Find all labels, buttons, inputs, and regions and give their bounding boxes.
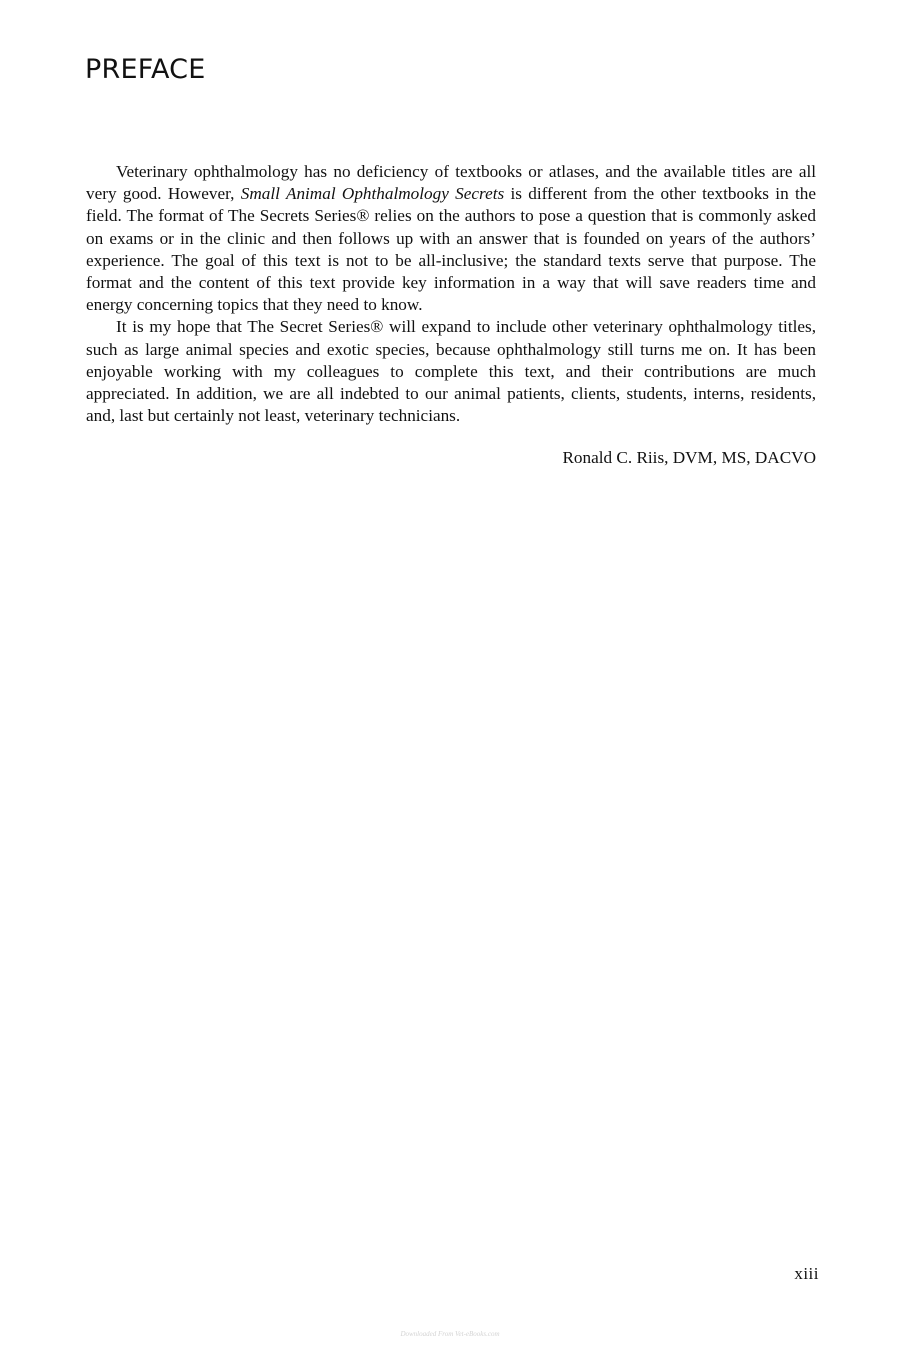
paragraph-1 <box>86 161 816 316</box>
download-watermark: Downloaded From Vet-eBooks.com <box>400 1330 500 1338</box>
paragraph-2: It is my hope that The Secret Series® will expand to include other veterinary ophthalmology titles, such as large animal species and exotic species, because ophthalmology still turns me on. It has been enjoyable working with my colleagues to complete this text, and their contributions are much appreciated. In addition, we are all indebted to our animal patients, clients, students, interns, residents, and, last but certainly not least, veterinary technicians. <box>86 317 816 426</box>
preface-body <box>86 161 816 427</box>
paragraph-1-text-start: Veterinary ophthalmology has no deficiency of textbooks or atlases, and the available titles are all very good. However, <box>86 162 816 204</box>
page-number: xiii <box>794 1264 819 1283</box>
book-title-italic: Small Animal Ophthalmology Secrets <box>240 184 505 204</box>
author-signature: Ronald C. Riis, DVM, MS, DACVO <box>562 448 816 467</box>
page-title: PREFACE <box>85 54 206 85</box>
paragraph-1-text-end: is different from the other textbooks in the field. The format of The Secrets Series® relies on the authors to pose a question that is commonly asked on exams or in the clinic and then follows up with an answer that is founded on years of the authors’ experience. The goal of this text is not to be all-inclusive; the standard texts serve that purpose. The format and the content of this text provide key information in a way that will save readers time and energy concerning topics that they need to know. <box>86 184 816 315</box>
